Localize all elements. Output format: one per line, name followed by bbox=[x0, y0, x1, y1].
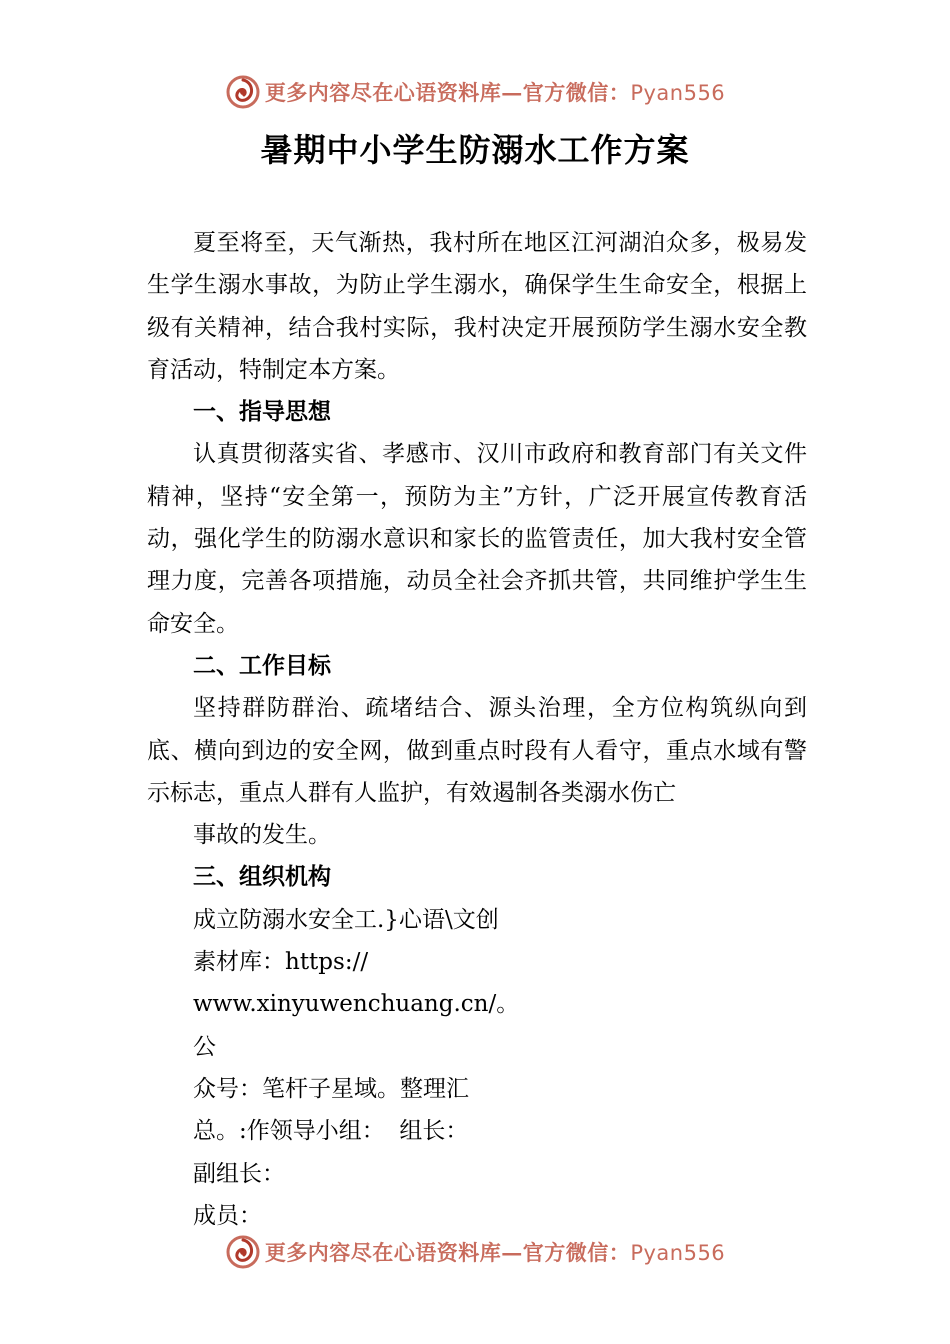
organization-line: 副组长： bbox=[193, 1160, 285, 1187]
organization-block bbox=[147, 899, 523, 1237]
watermark-header bbox=[0, 70, 950, 114]
section-heading-organization: 三、组织机构 bbox=[193, 864, 331, 891]
spiral-logo-icon bbox=[225, 74, 261, 110]
organization-line: 成立防溺水安全工.}心语\文创 bbox=[193, 906, 499, 933]
organization-line: 成员： bbox=[193, 1202, 262, 1229]
document-body bbox=[147, 222, 807, 1237]
organization-line: 众号：笔杆子星域。整理汇 bbox=[193, 1075, 469, 1102]
document-title: 暑期中小学生防溺水工作方案 bbox=[260, 131, 690, 169]
section-paragraph-work-goals-tail: 事故的发生。 bbox=[193, 822, 331, 849]
organization-line: 素材库：https:// bbox=[193, 949, 369, 976]
section-paragraph-guiding-ideology: 认真贯彻落实省、孝感市、汉川市政府和教育部门有关文件精神，坚持“安全第一，预防为主”方针，广泛开展宣传教育活动，强化学生的防溺水意识和家长的监管责任，加大我村安全管理力度，完善各项措施，动员全社会齐抓共管，共同维护学生生命安全。 bbox=[147, 441, 807, 637]
intro-paragraph: 夏至将至，天气渐热，我村所在地区江河湖泊众多，极易发生学生溺水事故，为防止学生溺水，确保学生生命安全，根据上级有关精神，结合我村实际，我村决定开展预防学生溺水安全教育活动，特制定本方案。 bbox=[147, 230, 807, 383]
section-heading-work-goals: 二、工作目标 bbox=[193, 652, 331, 679]
watermark-text: 更多内容尽在心语资料库—官方微信：Pyan556 bbox=[264, 80, 726, 105]
section-heading-guiding-ideology: 一、指导思想 bbox=[193, 399, 331, 426]
section-paragraph-work-goals: 坚持群防群治、疏堵结合、源头治理，全方位构筑纵向到底、横向到边的安全网，做到重点时段有人看守，重点水域有警示标志，重点人群有人监护，有效遏制各类溺水伤亡 bbox=[147, 695, 807, 806]
watermark-text: 更多内容尽在心语资料库—官方微信：Pyan556 bbox=[264, 1240, 726, 1265]
organization-line: www.xinyuwenchuang.cn/。公 bbox=[193, 991, 520, 1060]
watermark-footer bbox=[0, 1230, 950, 1274]
organization-line: 总。:作领导小组： 组长： bbox=[193, 1118, 469, 1145]
spiral-logo-icon bbox=[225, 1234, 261, 1270]
